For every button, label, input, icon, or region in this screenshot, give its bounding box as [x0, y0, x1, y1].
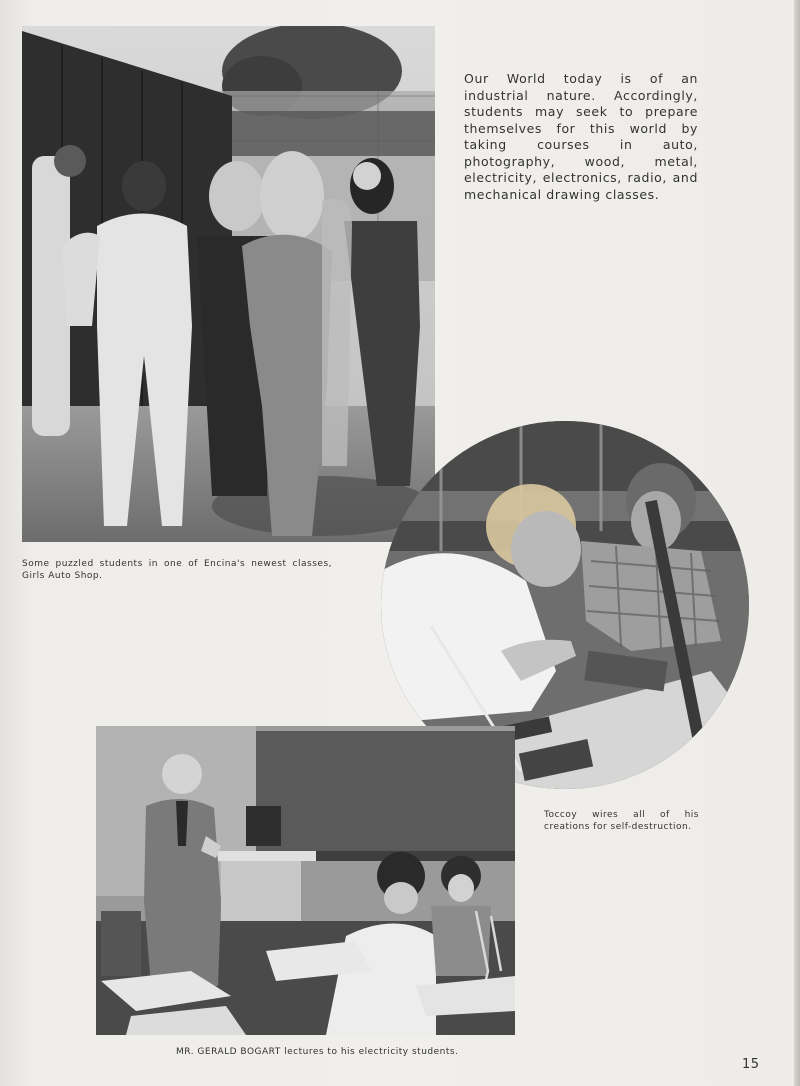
photo-electricity-class-image [96, 726, 515, 1035]
caption-toccoy-wiring: Toccoy wires all of his creations for self-destruction. [544, 810, 699, 832]
photo-girls-auto-shop-image [22, 26, 435, 542]
page-edge [794, 0, 800, 1086]
photo-girls-auto-shop [22, 26, 435, 542]
intro-paragraph: Our World today is of an industrial nature. Accordingly, students may seek to prepare themselves for this world by taking courses in auto, photography, wood, metal, electricity, electronics, radio, and mechanical drawing classes. [464, 71, 698, 202]
caption-girls-auto-shop: Some puzzled students in one of Encina's newest classes, Girls Auto Shop. [22, 559, 332, 581]
page-number: 15 [742, 1057, 760, 1072]
photo-electricity-class [96, 726, 515, 1035]
caption-electricity-class: MR. GERALD BOGART lectures to his electricity students. [176, 1047, 459, 1057]
